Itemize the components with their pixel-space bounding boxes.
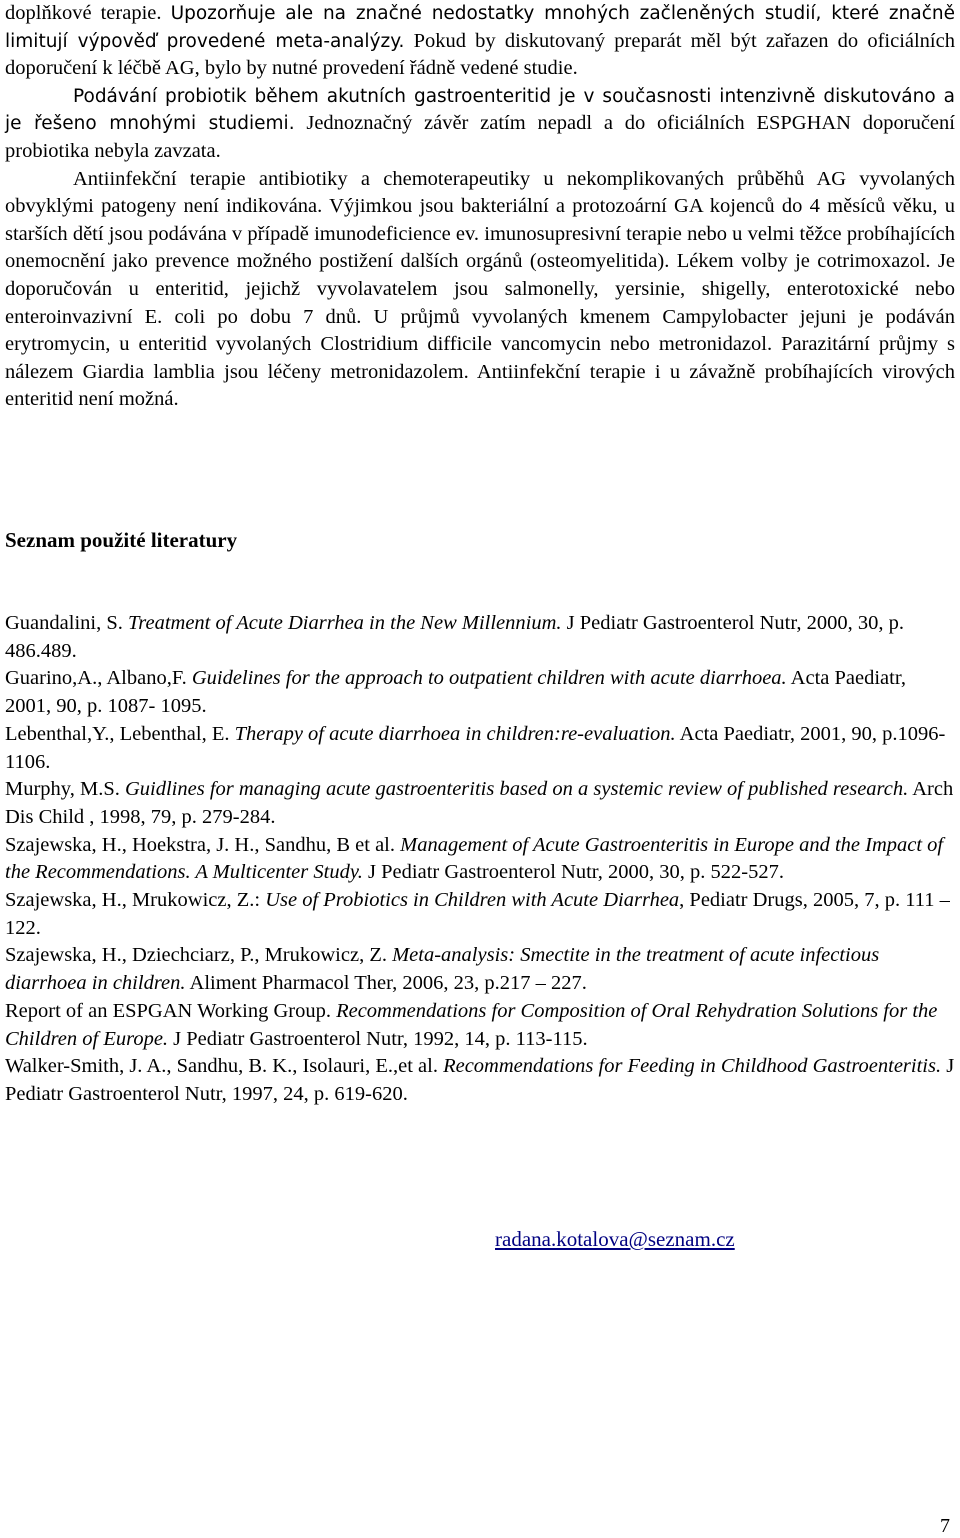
reference-item: Guarino,A., Albano,F. Guidelines for the approach to outpatient children with acute diarrhoea. Acta Paediatr, 2001, 90, p. 1087- 1095. [5, 667, 906, 718]
intro-text-3: Pokud by diskutovaný preparát měl být zařazen do oficiálních doporučení k léčbě AG, bylo by nutné provedení řádně vedené studie. [5, 29, 955, 80]
reference-item: Report of an ESPGAN Working Group. Recommendations for Composition of Oral Rehydration Solutions for the Children of Europe. J Pediatr Gastroenterol Nutr, 1992, 14, p. 113-115. [5, 999, 938, 1050]
email-link[interactable]: radana.kotalova@seznam.cz [495, 1227, 735, 1251]
probiotics-paragraph: Podávání probiotik během akutních gastroenteritid je v současnosti intenzivně diskutováno a je řešeno mnohými studiemi. [5, 85, 955, 135]
intro-text-1: doplňkové terapie. [5, 2, 171, 24]
body-text [5, 0, 955, 414]
reference-item: Murphy, M.S. Guidlines for managing acute gastroenteritis based on a systemic review of published research. Arch Dis Child , 1998, 79, p. 279-284. [5, 778, 954, 828]
reference-item: Szajewska, H., Hoekstra, J. H., Sandhu, B et al. Management of Acute Gastroenteritis in Europe and the Impact of the Recommendations. A Multicenter Study. J Pediatr Gastroenterol Nutr, 2000, 30, p. 522-527. [5, 833, 944, 884]
antiinfective-paragraph-2: Výjimkou jsou bakteriální a protozoární GA kojenců do 4 měsíců věku, u starších dětí jsou podávána v případě imunodeficience ev. imunosupresivní terapie nebo u velmi těžce probíhajících onemocnění jako prevence možného postižení dalších orgánů (osteomyelitida). Lékem volby je cotrimoxazol. Je doporučován u enteritid, jejichž vyvolavatelem jsou salmonelly, yersinie, shigelly, enterotoxické nebo enteroinvazivní E. coli po dobu 7 dnů. U průjmů vyvolaných kmenem Campylobacter jejuni je podáván erytromycin, u enteritid vyvolaných Clostridium difficile vancomycin nebo metronidazol. Parazitární průjmy s nálezem Giardia lamblia jsou léčeny metronidazolem. Antiinfekční terapie i u závažně probíhajících virových enteritid není možná. [5, 195, 955, 411]
document-page [5, 0, 955, 1251]
reference-item: Szajewska, H., Dziechciarz, P., Mrukowicz, Z. Meta-analysis: Smectite in the treatment of acute infectious diarrhoea in children. Aliment Pharmacol Ther, 2006, 23, p.217 – 227. [5, 944, 880, 995]
reference-item: Szajewska, H., Mrukowicz, Z.: Use of Probiotics in Children with Acute Diarrhea, Pediatr Drugs, 2005, 7, p. 111 – 122. [5, 889, 950, 939]
page-number: 7 [940, 1515, 950, 1537]
references-list [5, 610, 955, 1109]
intro-text-2: Upozorňuje ale na značné nedostatky mnohých začleněných studií, které značně limitují výpověď provedené meta-analýzy. [5, 3, 955, 52]
references-heading: Seznam použité literatury [5, 528, 238, 552]
reference-item: Lebenthal,Y., Lebenthal, E. Therapy of acute diarrhoea in children:re-evaluation. Acta Paediatr, 2001, 90, p.1096-1106. [5, 722, 946, 773]
reference-item: Walker-Smith, J. A., Sandhu, B. K., Isolauri, E.,et al. Recommendations for Feeding in Childhood Gastroenteritis. J Pediatr Gastroenterol Nutr, 1997, 24, p. 619-620. [5, 1055, 955, 1105]
probiotics-paragraph-2: Jednoznačný závěr zatím nepadl a do oficiálních ESPGHAN doporučení probiotika nebyla zavzata. [5, 112, 955, 162]
reference-item: Guandalini, S. Treatment of Acute Diarrhea in the New Millennium. J Pediatr Gastroenterol Nutr, 2000, 30, p. 486.489. [5, 612, 905, 662]
antiinfective-paragraph: Antiinfekční terapie antibiotiky a chemoterapeutiky u nekomplikovaných průběhů AG vyvolaných obvyklými patogeny není indikována. [5, 167, 955, 218]
